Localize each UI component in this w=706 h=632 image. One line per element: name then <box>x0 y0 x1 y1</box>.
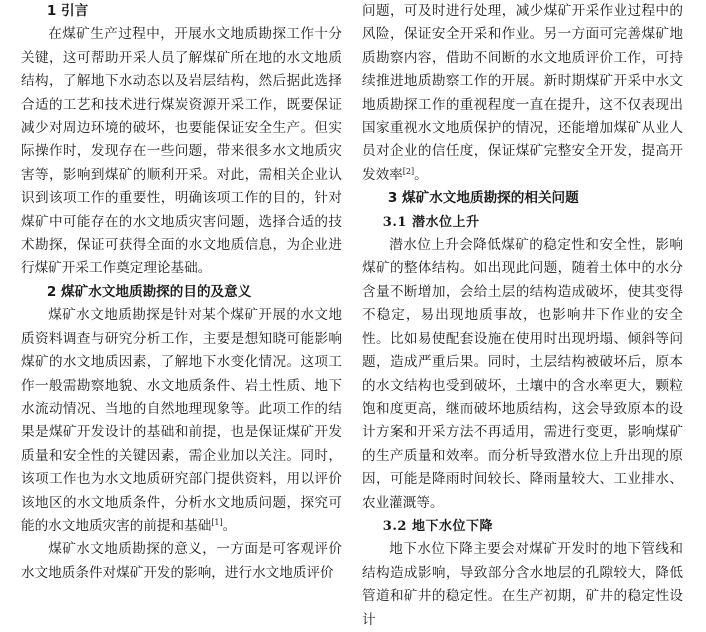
section-2-paragraph-2: 煤矿水文地质勘探的意义，一方面是可客观评价水文地质条件对煤矿开发的影响，进行水文地质评价 <box>21 541 342 581</box>
subsection-3-1-heading: 3.1 潜水位上升 <box>382 214 480 230</box>
section-2-heading: 2 煤矿水文地质勘探的目的及意义 <box>46 283 252 300</box>
subsection-3-1-paragraph: 潜水位上升会降低煤矿的稳定性和安全性，影响煤矿的整体结构。如出现此问题，随着土体中的水分含量不断增加，会给土层的结构造成破坏，使其变得不稳定，易出现地质事故，也影响井下作业的安全性。比如易使配套设施在使用时出现坍塌、倾斜等问题，造成严重后果。同时，土层结构被破坏后，原本的水文结构也受到破坏，土壤中的含水率更大，颗粒饱和度更高，继而破坏地质结构，这会导致原本的设计方案和开采方法不再适用，需进行变更，影响煤矿的生产质量和效率。而分析导致潜水位上升出现的原因，可能是降雨时间较长、降雨量较大、工业排水、农业灌溉等。 <box>362 237 683 511</box>
section-2-paragraph-1-end: 。 <box>222 517 237 534</box>
section-2-paragraph-1 <box>21 304 342 538</box>
section-1-heading: 1 引言 <box>46 3 89 19</box>
citation-ref-2: [2] <box>402 166 415 176</box>
section-3-heading: 3 煤矿水文地质勘探的相关问题 <box>387 190 579 207</box>
subsection-3-2-heading: 3.2 地下水位下降 <box>382 518 493 534</box>
citation-ref-1: [1] <box>211 517 223 527</box>
continued-paragraph <box>362 0 683 187</box>
right-column <box>362 0 683 628</box>
section-2-paragraph-1-text: 煤矿水文地质勘探是针对某个煤矿开展的水文地质资料调查与研究分析工作，主要是想知晓可能影响煤矿的水文地质因素，了解地下水变化情况。这项工作一般需勘察地貌、水文地质条件、岩土性质、地下水流动情况、当地的自然地理现象等。此项工作的结果是煤矿开发设计的基础和前提，也是保证煤矿开发质量和安全性的关键因素，需企业加以关注。同时，该项工作也为水文地质研究部门提供资料，用以评价该地区的水文地质条件，分析水文地质问题，探究可能的水文地质灾害的前提和基础 <box>21 307 342 534</box>
section-1-paragraph: 在煤矿生产过程中，开展水文地质勘探工作十分关键，这可帮助开采人员了解煤矿所在地的水文地质结构，了解地下水动态以及岩层结构，然后据此选择合适的工艺和技术进行煤炭资源开采工作，既要保证减少对周边环境的破坏，也要能保证安全生产。但实际操作时，发现存在一些问题，带来很多水文地质灾害等，影响到煤矿的顺利开采。对此，需相关企业认识到该项工作的重要性，明确该项工作的目的，针对煤矿中可能存在的水文地质灾害问题，选择合适的技术勘探，保证可获得全面的水文地质信息，为企业进行煤矿开采工作奠定理论基础。 <box>21 26 342 277</box>
left-column <box>21 0 342 581</box>
subsection-3-2-paragraph: 地下水位下降主要会对煤矿开发时的地下管线和结构造成影响，导致部分含水地层的孔隙较大，降低管道和矿井的稳定性。在生产初期，矿井的稳定性设计 <box>362 541 683 628</box>
continued-paragraph-text: 问题，可及时进行处理，减少煤矿开采作业过程中的风险，保证安全开采和作业。另一方面可完善煤矿地质勘察内容，借助不间断的水文地质评价工作，可持续推进地质勘察工作的开展。新时期煤矿开采中水文地质勘探工作的重视程度一直在提升，这不仅表现出国家重视水文地质保护的情况，还能增加煤矿从业人员对企业的信任度，保证煤矿完整安全开发，提高开发效率 <box>362 3 683 183</box>
continued-paragraph-end: 。 <box>414 166 428 183</box>
